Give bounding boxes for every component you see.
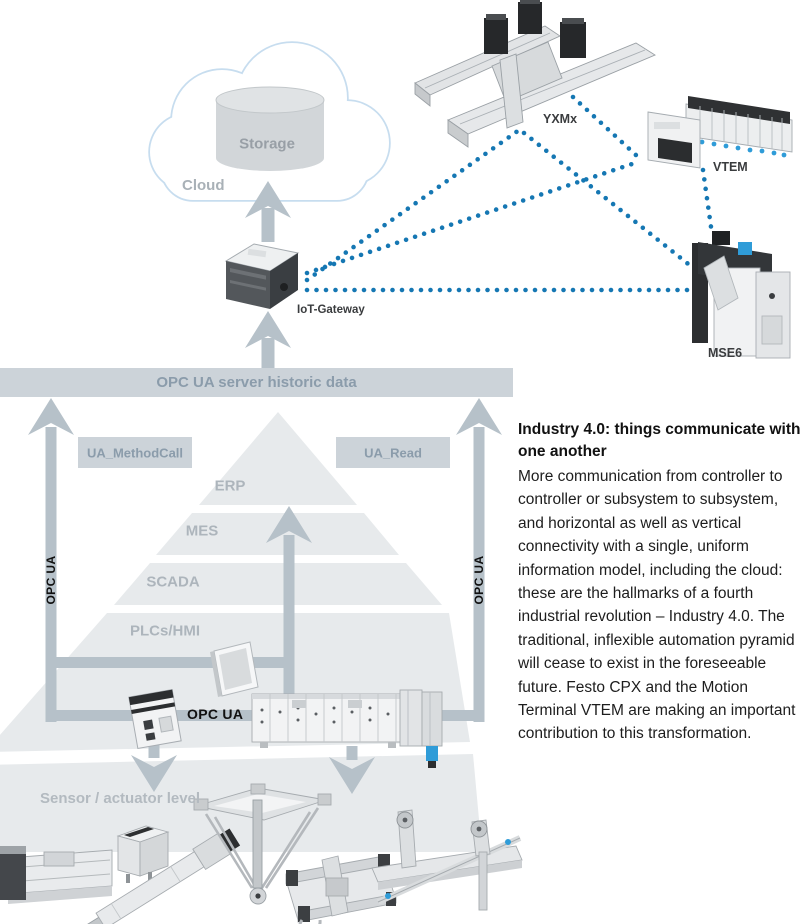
opcua-logo-right: OPC UA <box>472 555 486 605</box>
article-heading: Industry 4.0: things communicate with one another <box>518 421 800 460</box>
pyramid-level-plc-hmi: PLCs/HMI <box>129 622 201 640</box>
product-linear-axis <box>0 846 112 904</box>
pyramid-level-erp: ERP <box>214 477 246 495</box>
storage-cylinder <box>216 87 324 171</box>
iot-gateway-device <box>226 244 298 309</box>
yxmx-gantry-device <box>415 0 655 147</box>
cecc-controller-device <box>129 690 181 749</box>
hmi-tablet-device <box>210 642 258 697</box>
article-body: More communication from controller to controller or subsystem to subsystem, and horizontal as well as vertical connectivity with a single, uniform information model, including the cloud: these are the hallmarks of a fourth industrial revolution – Industry 4.0. The traditional, inflexible automation pyramid will cease to exist in the foreseeable future. Festo CPX and the Motion Terminal VTEM are making an important contribution to this transformation. <box>518 468 796 743</box>
vtem-label: VTEM <box>713 160 748 174</box>
opcua-banner-label: OPC UA server historic data <box>156 374 357 391</box>
bus-line-upper <box>46 657 295 668</box>
cloud-label: Cloud <box>182 177 225 194</box>
link-vtem-mse6 <box>703 170 712 234</box>
link-yxmx-vtem <box>573 97 637 156</box>
iot-gateway-label: IoT-Gateway <box>297 304 365 316</box>
ua-read-label: UA_Read <box>364 445 422 461</box>
storage-label: Storage <box>239 135 295 153</box>
pyramid-level-mes: MES <box>185 522 219 540</box>
mse6-device <box>692 231 790 358</box>
opcua-logo-left: OPC UA <box>44 555 58 605</box>
vtem-device <box>648 96 792 168</box>
ua-methodcall-label: UA_MethodCall <box>86 445 184 461</box>
sensor-actuator-level-label: Sensor / actuator level <box>40 790 201 807</box>
article-text-block <box>518 419 800 746</box>
mse6-label: MSE6 <box>708 346 743 360</box>
pyramid-level-scada: SCADA <box>146 573 200 591</box>
opcua-logo-horizontal: OPC UA <box>187 706 244 722</box>
yxmx-label: YXMx <box>543 112 578 126</box>
